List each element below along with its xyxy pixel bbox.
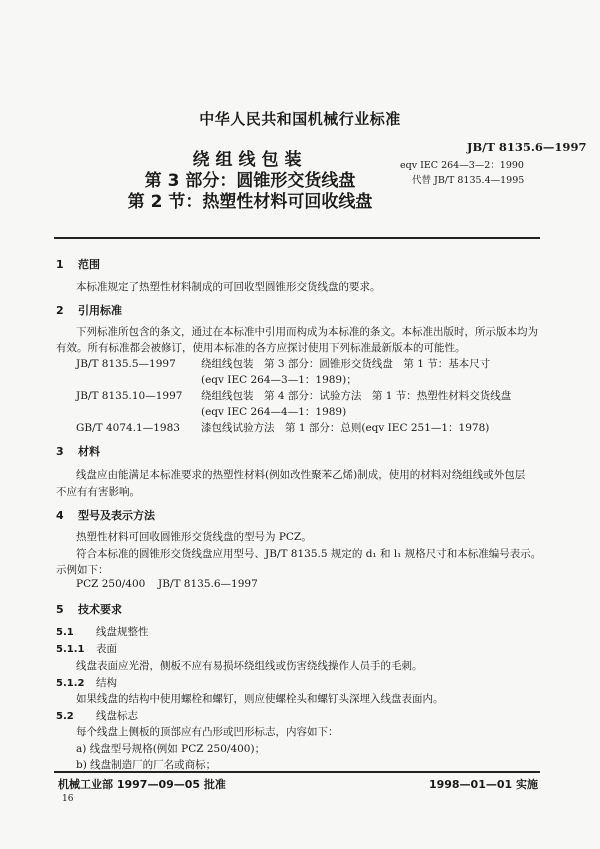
reference-title: 绕组线包装 第 3 部分：圆锥形交货线盘 第 1 节：基本尺寸: [201, 358, 491, 370]
list-item-a: a) 线盘型号规格(例如 PCZ 250/400)；: [76, 743, 266, 755]
title-line-1: 绕组线包装: [192, 150, 308, 170]
section-4-body-line-1: 热塑性材料可回收圆锥形交货线盘的型号为 PCZ。: [76, 531, 312, 543]
section-1-body: 本标准规定了热塑性材料制成的可回收型圆锥形交货线盘的要求。: [76, 281, 381, 293]
example-model: PCZ 250/400: [76, 578, 146, 590]
document-title: [120, 150, 380, 213]
header-divider: [54, 237, 540, 239]
section-5-heading: 5 技术要求: [56, 603, 122, 616]
section-5-1-2-body: 如果线盘的结构中使用螺栓和螺钉，则应使螺栓头和螺钉头深埋入线盘表面内。: [76, 693, 444, 705]
equivalent-standard: eqv IEC 264—3—2：1990: [400, 160, 524, 171]
reference-code: GB/T 4074.1—1983: [76, 422, 180, 434]
section-2-heading: 2 引用标准: [56, 304, 122, 317]
reference-code: JB/T 8135.10—1997: [76, 390, 183, 402]
reference-title: 绕组线包装 第 4 部分：试验方法 第 1 节：热塑性材料交货线盘: [201, 390, 512, 402]
section-4-body-line-2: 符合本标准的圆锥形交货线盘应用型号、JB/T 8135.5 规定的 d₁ 和 l₁ 规格尺寸和本标准编号表示。: [76, 548, 542, 560]
section-2-body-line-1: 下列标准所包含的条文，通过在本标准中引用而构成为本标准的条文。本标准出版时，所示版本均为: [76, 326, 538, 338]
footer-divider: [54, 771, 540, 773]
title-line-3: 第 2 节：热塑性材料可回收线盘: [127, 192, 373, 212]
section-3-body-line-1: 线盘应由能满足本标准要求的热塑性材料(例如改性聚苯乙烯)制成，使用的材料对绕组线或外包层: [76, 469, 526, 481]
effective-date: 1998—01—01 实施: [428, 778, 538, 791]
reference-1: [76, 356, 490, 371]
reference-2-note: (eqv IEC 264—4—1：1989): [201, 406, 347, 418]
reference-title: 漆包线试验方法 第 1 部分：总则(eqv IEC 251—1：1978): [201, 422, 490, 434]
section-5-1-heading: 5.1 线盘规整性: [56, 626, 149, 638]
section-1-heading: 1 范围: [56, 258, 100, 271]
replaced-standard: 代替 JB/T 8135.4—1995: [412, 175, 525, 186]
section-5-2-heading: 5.2 线盘标志: [56, 710, 138, 722]
example-standard: JB/T 8135.6—1997: [158, 578, 258, 590]
reference-1-note: (eqv IEC 264—3—1：1989)；: [201, 374, 357, 386]
section-3-heading: 3 材料: [56, 445, 100, 458]
section-5-1-1-heading: 5.1.1 表面: [56, 643, 117, 655]
standard-number: JB/T 8135.6—1997: [467, 140, 587, 154]
reference-2: [76, 388, 511, 403]
section-5-1-2-heading: 5.1.2 结构: [56, 677, 117, 689]
list-item-b: b) 线盘制造厂的厂名或商标；: [76, 759, 217, 771]
section-5-2-body: 每个线盘上侧板的顶部应有凸形或凹形标志，内容如下：: [76, 726, 339, 738]
reference-code: JB/T 8135.5—1997: [76, 358, 176, 370]
section-4-heading: 4 型号及表示方法: [56, 509, 155, 522]
issuing-organization: 中华人民共和国机械行业标准: [199, 110, 401, 128]
reference-3: [76, 420, 489, 435]
approval-info: 机械工业部 1997—09—05 批准: [58, 778, 226, 791]
section-4-body-line-3: 示例如下：: [56, 564, 109, 576]
section-3-body-line-2: 不应有有害影响。: [56, 486, 140, 498]
page-number: 16: [62, 794, 74, 804]
section-4-example: [76, 578, 258, 590]
section-5-1-1-body: 线盘表面应光滑，侧板不应有易损坏绕组线或伤害绕线操作人员手的毛刺。: [76, 660, 423, 672]
title-line-2: 第 3 部分：圆锥形交货线盘: [144, 171, 356, 191]
section-2-body-line-2: 有效。所有标准都会被修订，使用本标准的各方应探讨使用下列标准最新版本的可能性。: [56, 342, 466, 354]
